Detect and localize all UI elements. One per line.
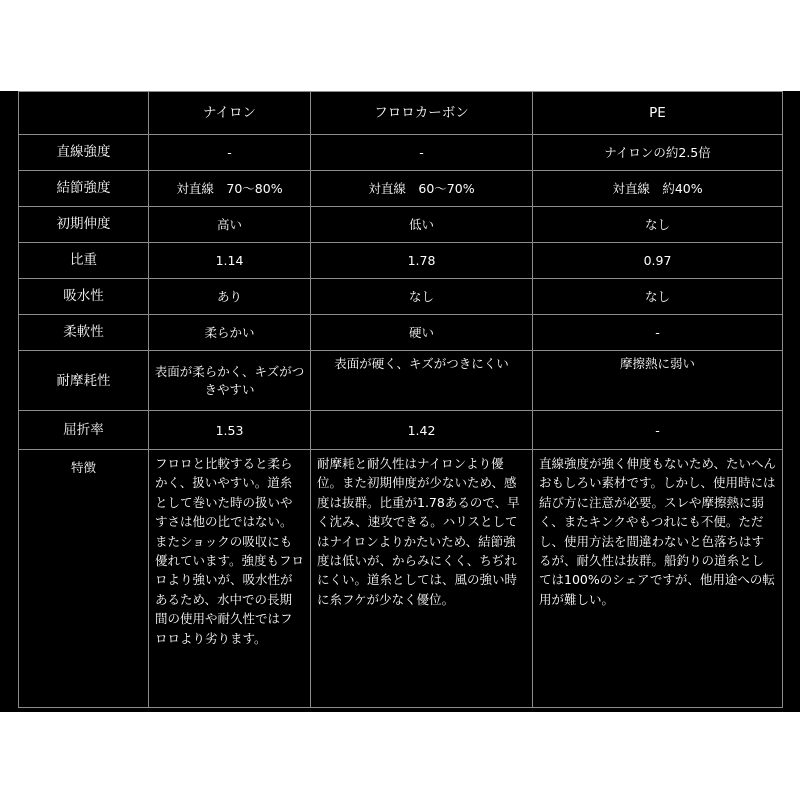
cell-fluorocarbon: 対直線 60～70%: [311, 171, 533, 207]
cell-fluorocarbon: -: [311, 135, 533, 171]
header-pe: PE: [533, 92, 783, 135]
row-label: 耐摩耗性: [19, 351, 149, 411]
row-label: 特徴: [19, 450, 149, 708]
cell-pe: -: [533, 411, 783, 450]
table-row: [19, 171, 783, 207]
cell-nylon: 高い: [149, 207, 311, 243]
fishing-line-comparison-table: [18, 91, 783, 708]
table-row: [19, 351, 783, 411]
cell-fluorocarbon: 耐摩耗と耐久性はナイロンより優位。また初期伸度が少ないため、感度は抜群。比重が1.78あるので、早く沈み、速攻できる。ハリスとしてはナイロンよりかたいため、結節強度は低いが、からみにくく、ちぢれにくい。道糸としては、風の強い時に糸フケが少なく優位。: [311, 450, 533, 708]
row-label: 結節強度: [19, 171, 149, 207]
table-row: [19, 207, 783, 243]
cell-pe: なし: [533, 207, 783, 243]
row-label: 直線強度: [19, 135, 149, 171]
table-row: [19, 411, 783, 450]
table-row: [19, 315, 783, 351]
cell-nylon: -: [149, 135, 311, 171]
cell-pe: -: [533, 315, 783, 351]
cell-fluorocarbon: なし: [311, 279, 533, 315]
table-row: [19, 243, 783, 279]
cell-nylon: あり: [149, 279, 311, 315]
table-header-row: [19, 92, 783, 135]
header-fluorocarbon: フロロカーボン: [311, 92, 533, 135]
table-row: [19, 279, 783, 315]
row-label: 柔軟性: [19, 315, 149, 351]
cell-fluorocarbon: 硬い: [311, 315, 533, 351]
row-label: 初期伸度: [19, 207, 149, 243]
row-label: 比重: [19, 243, 149, 279]
cell-nylon: フロロと比較すると柔らかく、扱いやすい。道糸として巻いた時の扱いやすさは他の比ではない。またショックの吸収にも優れています。強度もフロロより強いが、吸水性があるため、水中での長期間の使用や耐久性ではフロロより劣ります。: [149, 450, 311, 708]
cell-pe: ナイロンの約2.5倍: [533, 135, 783, 171]
comparison-panel: [0, 91, 800, 712]
cell-nylon: 柔らかい: [149, 315, 311, 351]
cell-pe: 摩擦熱に弱い: [533, 351, 783, 411]
cell-pe: なし: [533, 279, 783, 315]
cell-pe: 直線強度が強く伸度もないため、たいへんおもしろい素材です。しかし、使用時には結び方に注意が必要。スレや摩擦熱に弱く、またキンクやもつれにも不便。ただし、使用方法を間違わないと色落ちはするが、耐久性は抜群。船釣りの道糸としては100%のシェアですが、他用途への転用が難しい。: [533, 450, 783, 708]
cell-pe: 0.97: [533, 243, 783, 279]
cell-nylon: 対直線 70～80%: [149, 171, 311, 207]
cell-nylon: 表面が柔らかく、キズがつきやすい: [149, 351, 311, 411]
cell-fluorocarbon: 1.42: [311, 411, 533, 450]
row-label: 吸水性: [19, 279, 149, 315]
table-row: [19, 135, 783, 171]
row-label: 屈折率: [19, 411, 149, 450]
header-nylon: ナイロン: [149, 92, 311, 135]
cell-nylon: 1.53: [149, 411, 311, 450]
cell-fluorocarbon: 1.78: [311, 243, 533, 279]
cell-pe: 対直線 約40%: [533, 171, 783, 207]
cell-fluorocarbon: 表面が硬く、キズがつきにくい: [311, 351, 533, 411]
cell-fluorocarbon: 低い: [311, 207, 533, 243]
table-row: [19, 450, 783, 708]
cell-nylon: 1.14: [149, 243, 311, 279]
header-corner: [19, 92, 149, 135]
